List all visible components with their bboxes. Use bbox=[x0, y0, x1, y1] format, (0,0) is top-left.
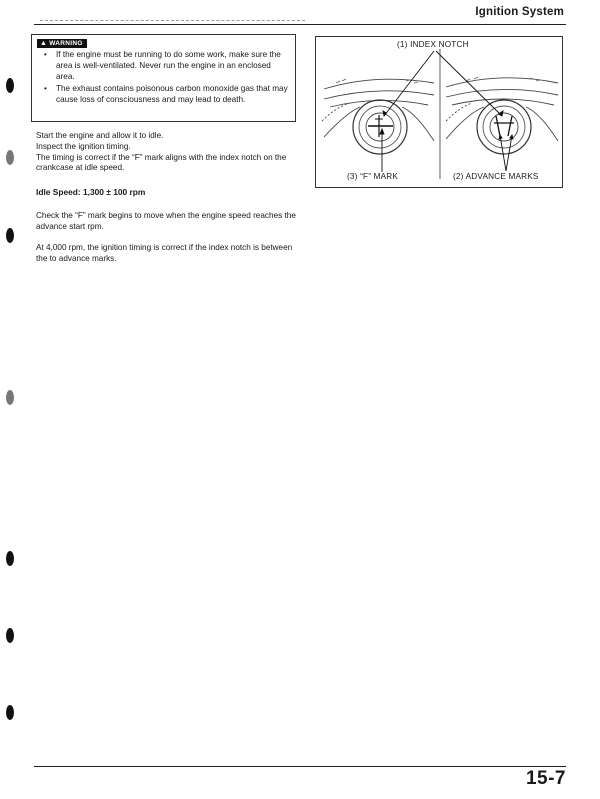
warning-list bbox=[44, 49, 289, 105]
label-f-mark: (3) “F” MARK bbox=[347, 172, 399, 181]
advance-note bbox=[36, 243, 298, 265]
check-note-text: Check the “F” mark begins to move when the engine speed reaches the advance start rpm. bbox=[36, 211, 296, 231]
warning-badge bbox=[37, 39, 87, 48]
header-dashed-line bbox=[40, 20, 305, 21]
warning-box bbox=[31, 34, 296, 122]
binder-hole bbox=[6, 228, 14, 243]
procedure-steps bbox=[36, 131, 298, 174]
label-advance-marks: (2) ADVANCE MARKS bbox=[453, 172, 539, 181]
section-title: Ignition System bbox=[475, 6, 564, 18]
advance-note-text: At 4,000 rpm, the ignition timing is correct if the index notch is between the to advance marks. bbox=[36, 243, 293, 263]
binder-hole bbox=[6, 628, 14, 643]
label-index-notch: (1) INDEX NOTCH bbox=[397, 40, 469, 49]
binder-hole bbox=[6, 390, 14, 405]
warning-item: • The exhaust contains poisonous carbon monoxide gas that may cause loss of consciousness and may lead to death. bbox=[44, 83, 289, 105]
timing-marks-figure bbox=[315, 36, 563, 188]
page-number: 15-7 bbox=[525, 768, 566, 789]
footer-rule bbox=[34, 766, 566, 767]
check-note bbox=[36, 211, 298, 233]
header-rule bbox=[34, 24, 566, 25]
binder-hole bbox=[6, 705, 14, 720]
idle-speed-spec: Idle Speed: 1,300 ± 100 rpm bbox=[36, 187, 146, 197]
step-timing-correct: The timing is correct if the “F” mark aligns with the index notch on the crankcase at idle speed. bbox=[36, 152, 287, 173]
warning-triangle-icon: ▲ bbox=[40, 40, 48, 47]
warning-item: • If the engine must be running to do some work, make sure the area is well-ventilated. Never run the engine in an enclosed area. bbox=[44, 49, 289, 83]
step-start-engine: Start the engine and allow it to idle. bbox=[36, 131, 164, 140]
leader-lines bbox=[380, 51, 513, 177]
timing-marks-illustration bbox=[316, 37, 564, 189]
warning-badge-label: WARNING bbox=[49, 40, 83, 47]
binder-hole bbox=[6, 551, 14, 566]
binder-hole bbox=[6, 150, 14, 165]
step-inspect-timing: Inspect the ignition timing. bbox=[36, 141, 131, 151]
binder-hole bbox=[6, 78, 14, 93]
idle-view bbox=[322, 79, 434, 154]
